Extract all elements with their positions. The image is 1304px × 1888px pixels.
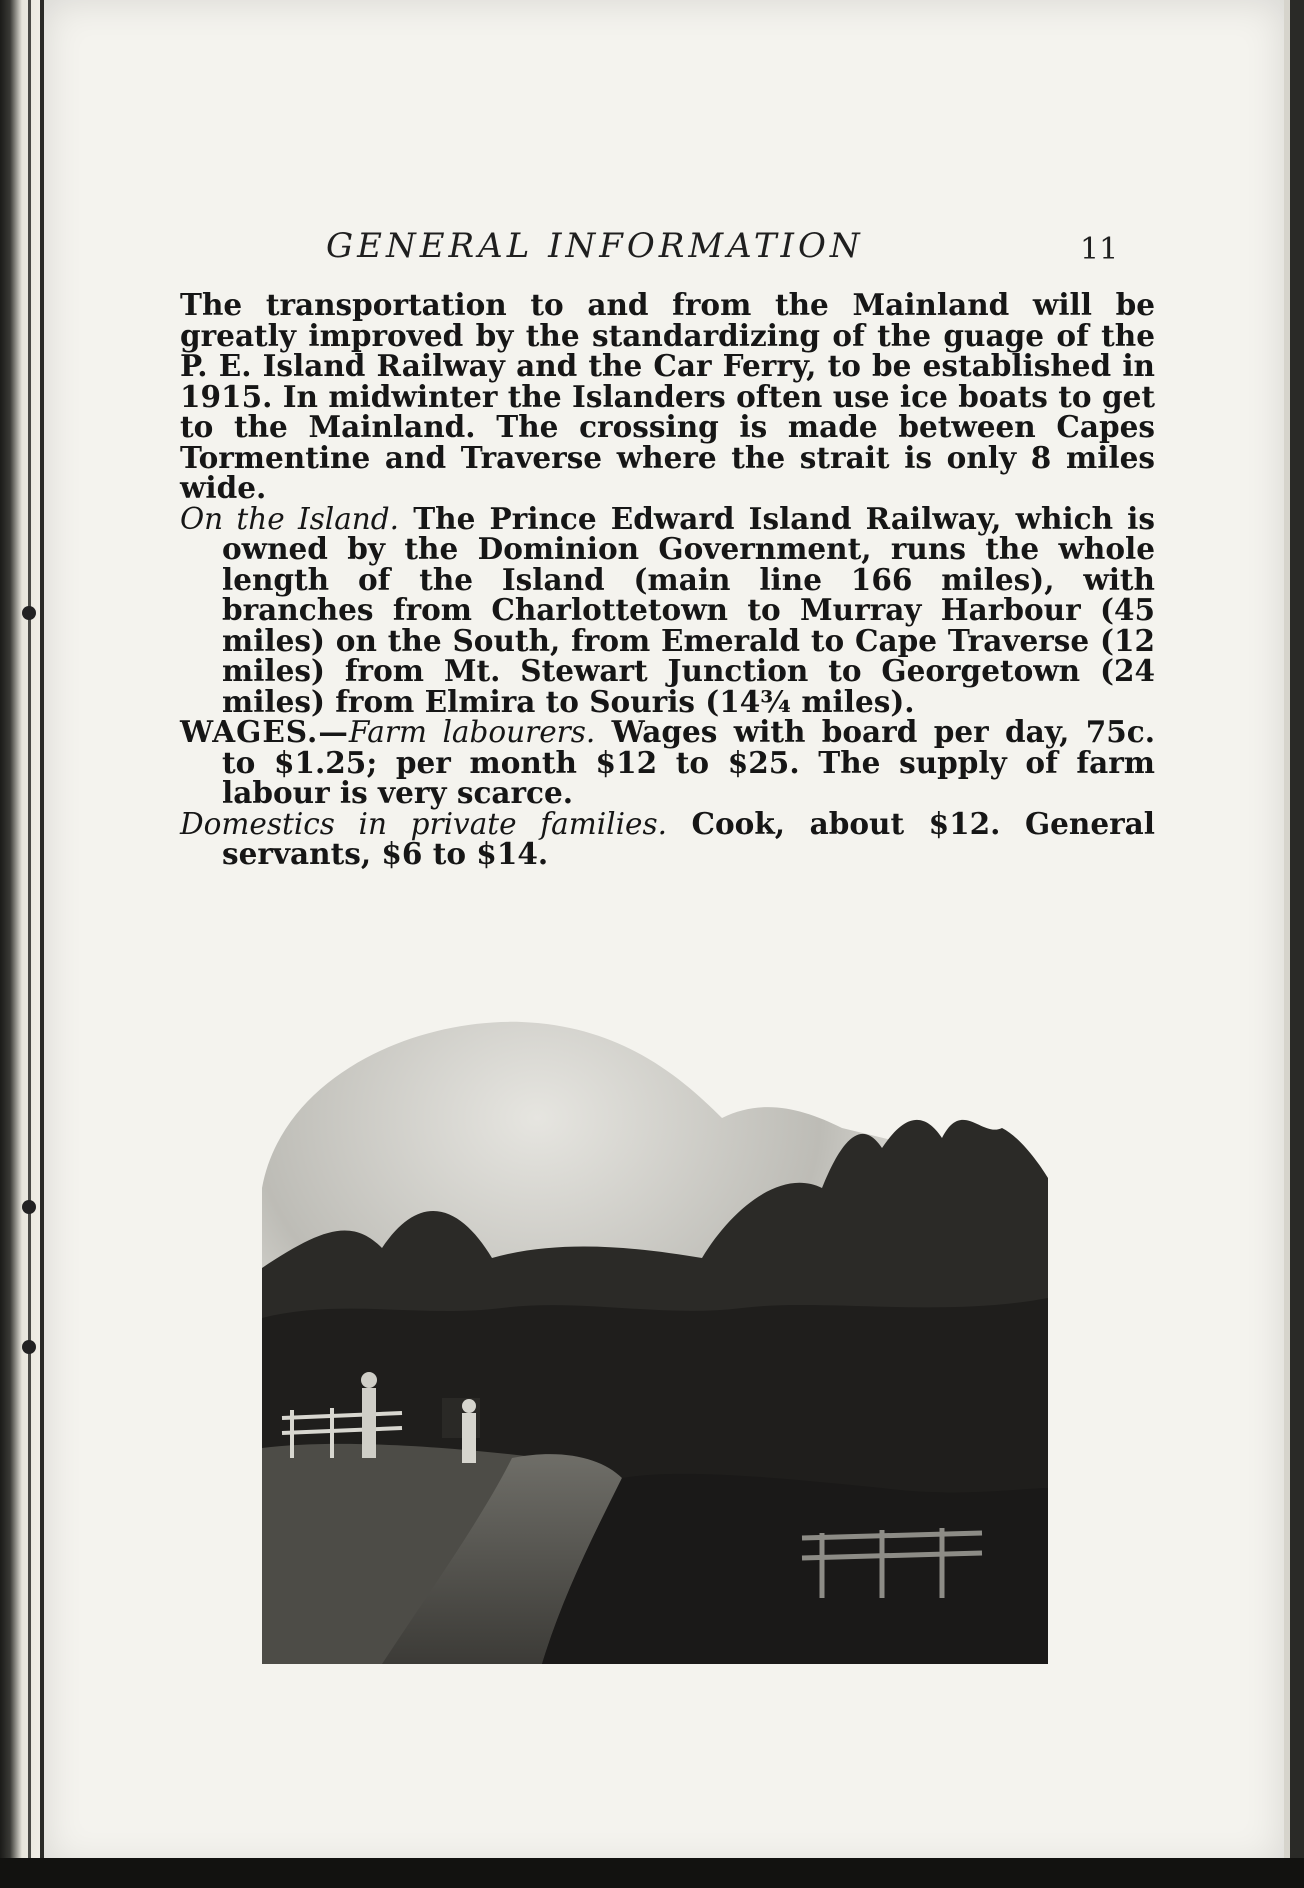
body-text bbox=[180, 287, 1155, 871]
section-lead: WAGES.— bbox=[180, 714, 349, 749]
paragraph-domestics bbox=[180, 805, 1155, 871]
landscape-photograph bbox=[262, 1018, 1048, 1664]
paragraph-lead: On the Island. bbox=[180, 501, 400, 536]
paragraph-wages bbox=[180, 714, 1155, 810]
running-head: GENERAL INFORMATION bbox=[326, 226, 864, 266]
paragraph-text: The transportation to and from the Mainland will be greatly improved by the standardizing of the guage of the P. E. Island Railway and the Car Ferry, to be established in 1915. In midwinter the Islanders often use ice boats to get to the Mainland. The crossing is made between Capes Tormentine and Traverse where the strait is only 8 miles wide. bbox=[180, 287, 1155, 505]
paragraph-text: The Prince Edward Island Railway, which is owned by the Dominion Government, runs the whole length of the Island (main line 166 miles), with branches from Charlottetown to Murray Harbour (45 miles) on the South, from Emerald to Cape Traverse (12 miles) from Mt. Stewart Junction to Georgetown (24 miles) from Elmira to Souris (14¾ miles). bbox=[222, 500, 1155, 719]
binding-stitch bbox=[22, 606, 36, 620]
binding-stitch bbox=[22, 1340, 36, 1354]
paragraph-lead: Farm labourers. bbox=[348, 715, 596, 749]
scan-bottom-edge bbox=[0, 1858, 1304, 1888]
facing-page-edge bbox=[0, 0, 40, 1888]
photograph-illustration bbox=[262, 1018, 1048, 1664]
paragraph-text: Wages with board per day, 75c. to $1.25; per month $12 to $25. The supply of farm labour is very scarce. bbox=[222, 714, 1155, 810]
book-spine bbox=[28, 0, 31, 1888]
paragraph-text: Cook, about $12. General servants, $6 to $14. bbox=[222, 805, 1155, 871]
paragraph-on-the-island bbox=[180, 500, 1155, 719]
paragraph-lead: Domestics in private families. bbox=[180, 806, 667, 841]
page-number: 11 bbox=[1080, 232, 1119, 267]
book-page bbox=[44, 0, 1290, 1868]
paragraph-transportation bbox=[180, 287, 1155, 505]
binding-stitch bbox=[22, 1200, 36, 1214]
page-header bbox=[44, 222, 1284, 272]
